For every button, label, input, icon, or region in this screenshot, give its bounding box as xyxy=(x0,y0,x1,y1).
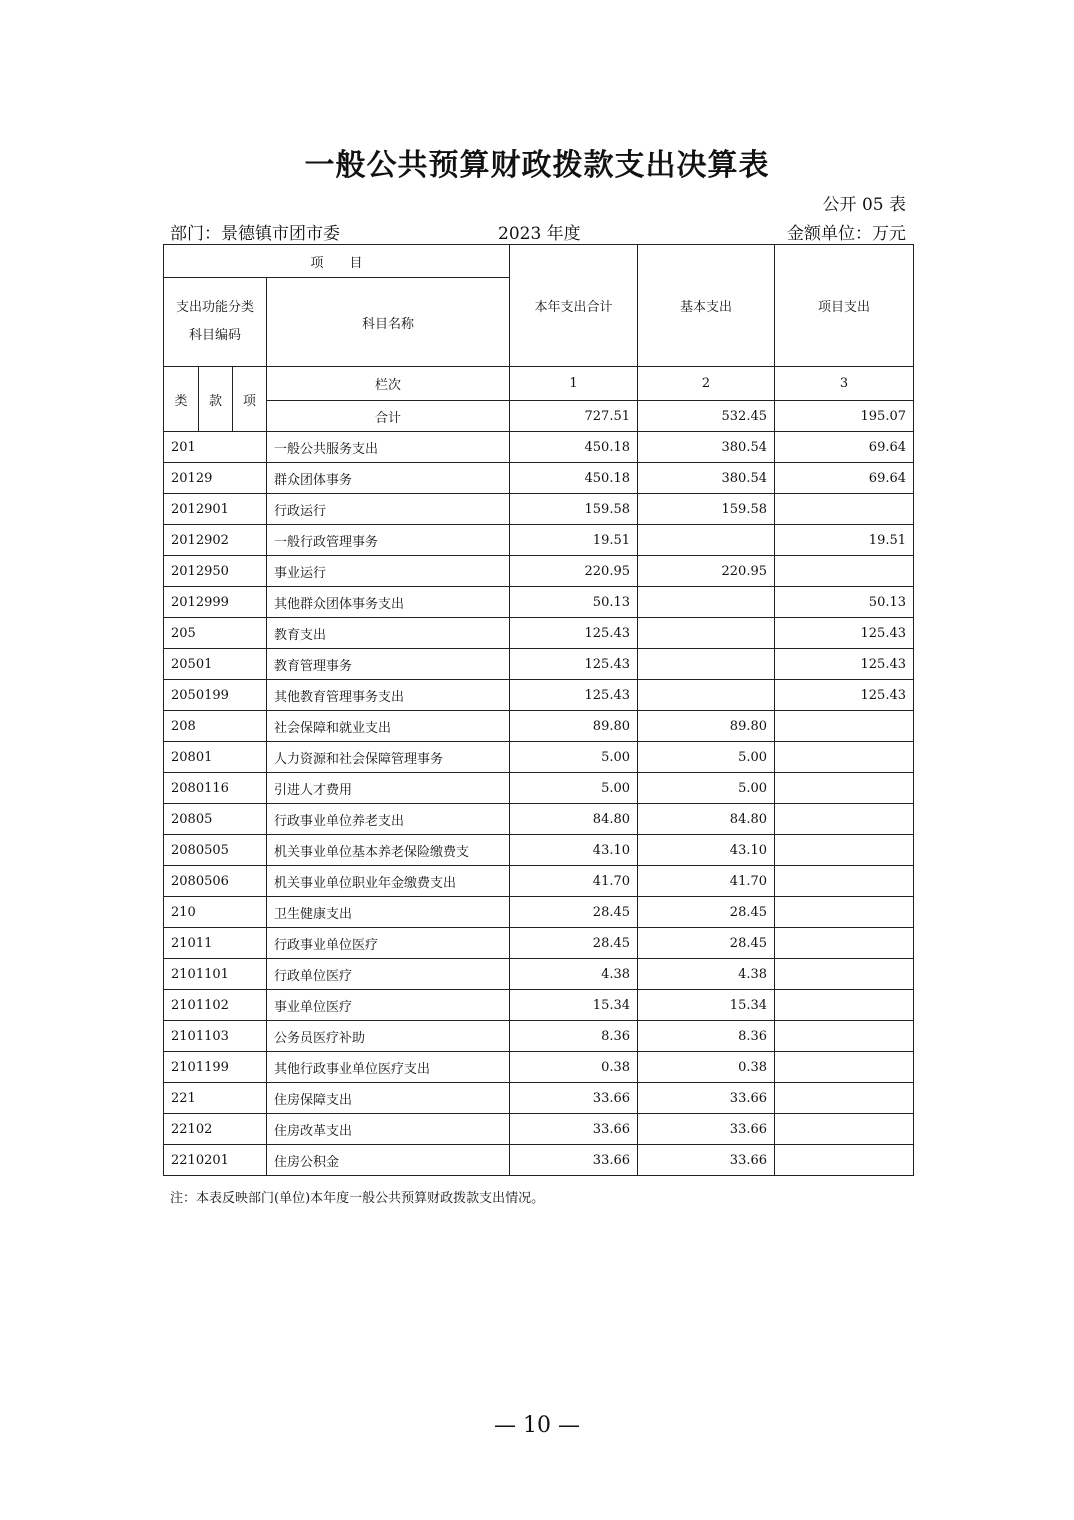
row-basic: 380.54 xyxy=(638,463,775,494)
row-total: 28.45 xyxy=(510,928,638,959)
row-code: 2210201 xyxy=(164,1145,267,1176)
row-project xyxy=(775,835,914,866)
row-code: 2101103 xyxy=(164,1021,267,1052)
row-subject-name: 社会保障和就业支出 xyxy=(267,711,510,742)
row-subject-name: 群众团体事务 xyxy=(267,463,510,494)
row-basic xyxy=(638,618,775,649)
row-project xyxy=(775,711,914,742)
table-row xyxy=(164,432,914,463)
row-subject-name: 一般公共服务支出 xyxy=(267,432,510,463)
row-project xyxy=(775,773,914,804)
row-project xyxy=(775,1021,914,1052)
row-basic: 380.54 xyxy=(638,432,775,463)
row-basic xyxy=(638,587,775,618)
row-project: 19.51 xyxy=(775,525,914,556)
row-total: 125.43 xyxy=(510,649,638,680)
row-code: 2012902 xyxy=(164,525,267,556)
row-basic: 5.00 xyxy=(638,773,775,804)
row-basic xyxy=(638,680,775,711)
header-column-seq: 栏次 xyxy=(267,367,510,401)
header-row-item xyxy=(164,245,914,278)
table-row xyxy=(164,990,914,1021)
row-project xyxy=(775,1114,914,1145)
row-subject-name: 行政事业单位医疗 xyxy=(267,928,510,959)
row-code: 2080505 xyxy=(164,835,267,866)
row-total: 33.66 xyxy=(510,1114,638,1145)
row-subject-name: 其他行政事业单位医疗支出 xyxy=(267,1052,510,1083)
row-project xyxy=(775,897,914,928)
row-total: 8.36 xyxy=(510,1021,638,1052)
row-subject-name: 行政运行 xyxy=(267,494,510,525)
expenditure-table xyxy=(163,244,914,1176)
table-row xyxy=(164,556,914,587)
row-subject-name: 教育支出 xyxy=(267,618,510,649)
row-basic: 5.00 xyxy=(638,742,775,773)
row-total: 5.00 xyxy=(510,773,638,804)
row-basic: 8.36 xyxy=(638,1021,775,1052)
row-subject-name: 机关事业单位职业年金缴费支出 xyxy=(267,866,510,897)
table-row xyxy=(164,1083,914,1114)
row-subject-name: 卫生健康支出 xyxy=(267,897,510,928)
row-project: 50.13 xyxy=(775,587,914,618)
row-project xyxy=(775,990,914,1021)
row-code: 22102 xyxy=(164,1114,267,1145)
header-func-code-line2: 科目编码 xyxy=(188,328,241,343)
row-subject-name: 其他群众团体事务支出 xyxy=(267,587,510,618)
row-code: 210 xyxy=(164,897,267,928)
page-title: 一般公共预算财政拨款支出决算表 xyxy=(304,148,770,183)
row-basic: 33.66 xyxy=(638,1114,775,1145)
sum-label: 合计 xyxy=(267,401,510,432)
header-xiang: 项 xyxy=(233,367,267,432)
row-total: 33.66 xyxy=(510,1083,638,1114)
row-project: 69.64 xyxy=(775,463,914,494)
department-label: 部门：景德镇市团市委 xyxy=(170,224,340,244)
row-basic: 89.80 xyxy=(638,711,775,742)
table-row xyxy=(164,680,914,711)
row-total: 50.13 xyxy=(510,587,638,618)
row-total: 450.18 xyxy=(510,463,638,494)
header-col1: 1 xyxy=(510,367,638,401)
header-project: 项目支出 xyxy=(775,245,914,367)
row-total: 0.38 xyxy=(510,1052,638,1083)
row-subject-name: 事业运行 xyxy=(267,556,510,587)
row-total: 4.38 xyxy=(510,959,638,990)
sum-row xyxy=(164,401,914,432)
row-project xyxy=(775,866,914,897)
row-code: 2080506 xyxy=(164,866,267,897)
sum-project: 195.07 xyxy=(775,401,914,432)
row-project xyxy=(775,1052,914,1083)
row-subject-name: 其他教育管理事务支出 xyxy=(267,680,510,711)
row-code: 20801 xyxy=(164,742,267,773)
row-subject-name: 住房保障支出 xyxy=(267,1083,510,1114)
row-project: 125.43 xyxy=(775,649,914,680)
header-item: 项 目 xyxy=(164,245,510,278)
row-basic: 15.34 xyxy=(638,990,775,1021)
fiscal-year: 2023 年度 xyxy=(498,224,581,244)
header-lei: 类 xyxy=(164,367,199,432)
row-subject-name: 行政单位医疗 xyxy=(267,959,510,990)
header-subject-name: 科目名称 xyxy=(267,278,510,367)
row-code: 2101102 xyxy=(164,990,267,1021)
row-subject-name: 教育管理事务 xyxy=(267,649,510,680)
amount-unit: 金额单位：万元 xyxy=(787,224,906,244)
row-subject-name: 机关事业单位基本养老保险缴费支 xyxy=(267,835,510,866)
row-subject-name: 引进人才费用 xyxy=(267,773,510,804)
table-row xyxy=(164,463,914,494)
row-project: 125.43 xyxy=(775,618,914,649)
row-total: 43.10 xyxy=(510,835,638,866)
row-subject-name: 行政事业单位养老支出 xyxy=(267,804,510,835)
row-total: 450.18 xyxy=(510,432,638,463)
row-total: 84.80 xyxy=(510,804,638,835)
row-total: 28.45 xyxy=(510,897,638,928)
row-code: 21011 xyxy=(164,928,267,959)
table-row xyxy=(164,1114,914,1145)
row-project xyxy=(775,928,914,959)
header-row-seq xyxy=(164,367,914,401)
row-code: 20501 xyxy=(164,649,267,680)
row-subject-name: 事业单位医疗 xyxy=(267,990,510,1021)
table-note: 注：本表反映部门(单位)本年度一般公共预算财政拨款支出情况。 xyxy=(170,1191,545,1206)
row-total: 159.58 xyxy=(510,494,638,525)
table-row xyxy=(164,804,914,835)
row-basic: 4.38 xyxy=(638,959,775,990)
table-row xyxy=(164,649,914,680)
table-row xyxy=(164,1052,914,1083)
row-code: 2080116 xyxy=(164,773,267,804)
sum-basic: 532.45 xyxy=(638,401,775,432)
header-kuan: 款 xyxy=(199,367,233,432)
row-project xyxy=(775,959,914,990)
row-basic: 220.95 xyxy=(638,556,775,587)
page-number: — 10 — xyxy=(494,1413,580,1438)
row-code: 2012901 xyxy=(164,494,267,525)
table-row xyxy=(164,959,914,990)
table-row xyxy=(164,1021,914,1052)
table-row xyxy=(164,866,914,897)
table-row xyxy=(164,835,914,866)
sum-total: 727.51 xyxy=(510,401,638,432)
row-basic: 0.38 xyxy=(638,1052,775,1083)
row-total: 15.34 xyxy=(510,990,638,1021)
row-project xyxy=(775,742,914,773)
row-total: 5.00 xyxy=(510,742,638,773)
row-basic xyxy=(638,649,775,680)
row-total: 41.70 xyxy=(510,866,638,897)
table-row xyxy=(164,711,914,742)
row-subject-name: 公务员医疗补助 xyxy=(267,1021,510,1052)
header-col2: 2 xyxy=(638,367,775,401)
table-row xyxy=(164,618,914,649)
table-row xyxy=(164,897,914,928)
table-row xyxy=(164,928,914,959)
row-basic: 41.70 xyxy=(638,866,775,897)
row-total: 220.95 xyxy=(510,556,638,587)
row-code: 205 xyxy=(164,618,267,649)
row-code: 2101199 xyxy=(164,1052,267,1083)
header-total: 本年支出合计 xyxy=(510,245,638,367)
table-row xyxy=(164,494,914,525)
row-project xyxy=(775,494,914,525)
row-basic: 33.66 xyxy=(638,1083,775,1114)
row-basic: 159.58 xyxy=(638,494,775,525)
row-project xyxy=(775,556,914,587)
row-basic xyxy=(638,525,775,556)
table-row xyxy=(164,587,914,618)
row-project xyxy=(775,804,914,835)
header-basic: 基本支出 xyxy=(638,245,775,367)
row-basic: 33.66 xyxy=(638,1145,775,1176)
table-row xyxy=(164,525,914,556)
row-project: 125.43 xyxy=(775,680,914,711)
row-code: 208 xyxy=(164,711,267,742)
row-code: 2012999 xyxy=(164,587,267,618)
row-code: 20129 xyxy=(164,463,267,494)
row-total: 19.51 xyxy=(510,525,638,556)
row-code: 2012950 xyxy=(164,556,267,587)
row-project xyxy=(775,1083,914,1114)
row-total: 89.80 xyxy=(510,711,638,742)
row-basic: 28.45 xyxy=(638,928,775,959)
row-code: 2050199 xyxy=(164,680,267,711)
row-code: 20805 xyxy=(164,804,267,835)
header-func-code-line1: 支出功能分类 xyxy=(175,300,254,315)
header-func-code xyxy=(164,278,267,367)
row-subject-name: 人力资源和社会保障管理事务 xyxy=(267,742,510,773)
row-total: 125.43 xyxy=(510,680,638,711)
table-row xyxy=(164,773,914,804)
table-row xyxy=(164,742,914,773)
header-col3: 3 xyxy=(775,367,914,401)
row-subject-name: 住房改革支出 xyxy=(267,1114,510,1145)
row-project xyxy=(775,1145,914,1176)
table-row xyxy=(164,1145,914,1176)
row-total: 125.43 xyxy=(510,618,638,649)
row-code: 2101101 xyxy=(164,959,267,990)
row-total: 33.66 xyxy=(510,1145,638,1176)
row-basic: 43.10 xyxy=(638,835,775,866)
row-subject-name: 一般行政管理事务 xyxy=(267,525,510,556)
form-code: 公开 05 表 xyxy=(822,195,906,215)
row-basic: 28.45 xyxy=(638,897,775,928)
row-project: 69.64 xyxy=(775,432,914,463)
row-code: 201 xyxy=(164,432,267,463)
row-code: 221 xyxy=(164,1083,267,1114)
row-basic: 84.80 xyxy=(638,804,775,835)
row-subject-name: 住房公积金 xyxy=(267,1145,510,1176)
